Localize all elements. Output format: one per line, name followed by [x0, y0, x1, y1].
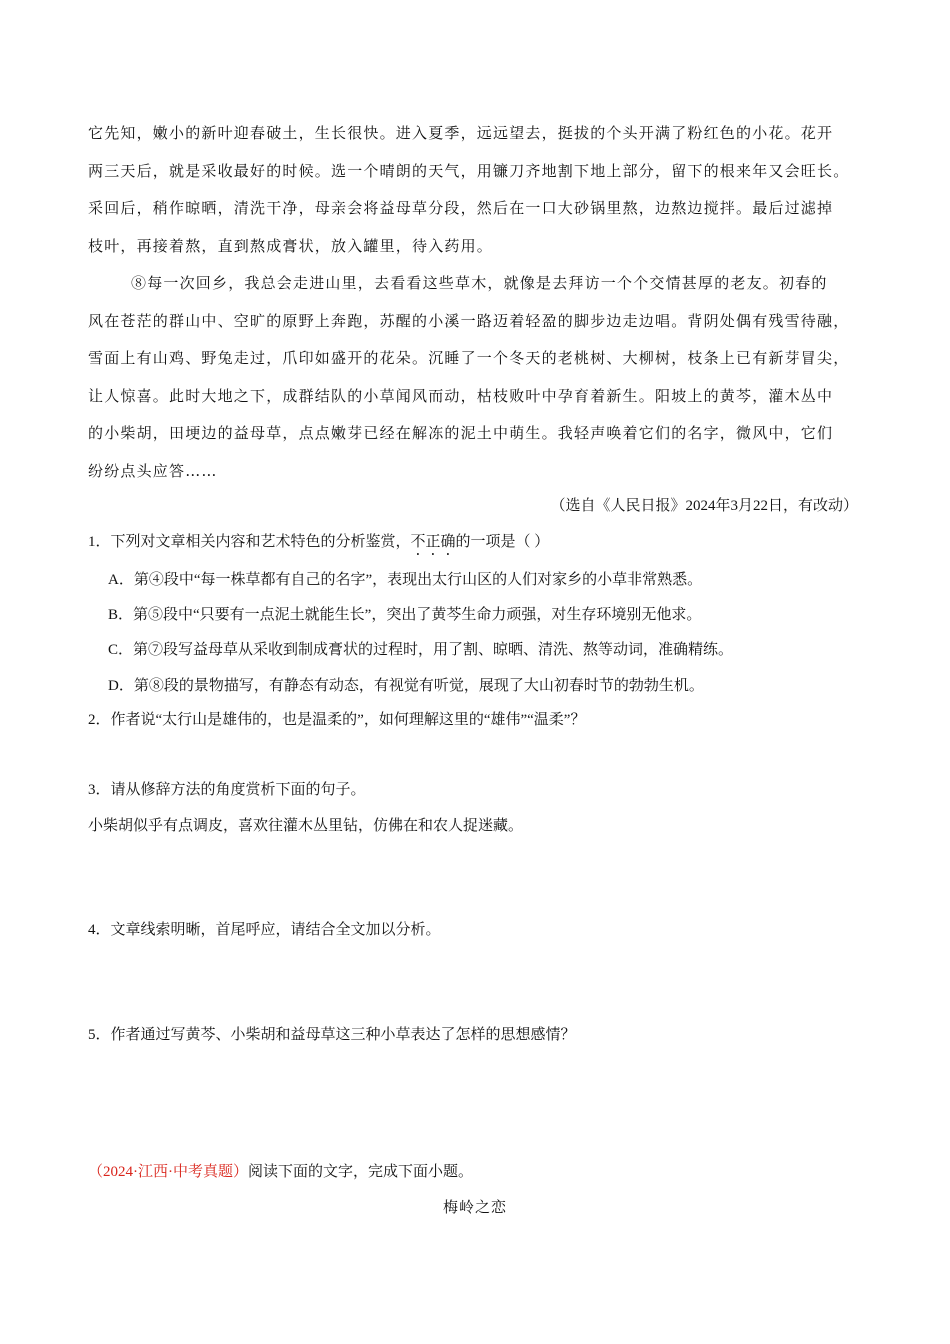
- exam-source-tag: （2024·江西·中考真题）: [88, 1164, 248, 1180]
- question-2: 2．作者说“太行山是雄伟的，也是温柔的”，如何理解这里的“雄伟”“温柔”？: [88, 712, 586, 728]
- source-citation: （选自《人民日报》2024年3月22日，有改动）: [550, 498, 858, 514]
- next-section-header: [88, 1160, 473, 1181]
- question-3: 3．请从修辞方法的角度赏析下面的句子。: [88, 782, 366, 798]
- paragraph-line: 风在苍茫的群山中、空旷的原野上奔跑，苏醒的小溪一路迈着轻盈的脚步边走边唱。背阴处偶有残雪待融，: [88, 311, 850, 330]
- paragraph-line: 的小柴胡，田埂边的益母草，点点嫩芽已经在解冻的泥土中萌生。我轻声唤着它们的名字，微风中，它们: [88, 424, 834, 443]
- paragraph-line: ⑧每一次回乡，我总会走进山里，去看看这些草木，就像是去拜访一个个交情甚厚的老友。初春的: [131, 274, 828, 292]
- section-instruction: 阅读下面的文字，完成下面小题。: [248, 1164, 474, 1180]
- paragraph-line: 纷纷点头应答……: [88, 461, 218, 480]
- question-1-option-a: A．第④段中“每一株草都有自己的名字”，表现出太行山区的人们对家乡的小草非常熟悉。: [108, 572, 703, 588]
- question-1-option-b: B．第⑤段中“只要有一点泥土就能生长”，突出了黄芩生命力顽强，对生存环境别无他求。: [108, 607, 702, 623]
- paragraph-line: 让人惊喜。此时大地之下，成群结队的小草闻风而动，枯枝败叶中孕育着新生。阳坡上的黄芩，灌木丛中: [88, 386, 834, 405]
- paragraph-line: 采回后，稍作晾晒，清洗干净，母亲会将益母草分段，然后在一口大砂锅里熬，边熬边搅拌。最后过滤掉: [88, 199, 834, 218]
- paragraph-7: [88, 115, 863, 265]
- paragraph-line: 两三天后，就是采收最好的时候。选一个晴朗的天气，用镰刀齐地割下地上部分，留下的根来年又会旺长。: [88, 161, 850, 180]
- question-1-prefix: 1．下列对文章相关内容和艺术特色的分析鉴赏，: [88, 534, 411, 550]
- question-5: 5．作者通过写黄芩、小柴胡和益母草这三种小草表达了怎样的思想感情？: [88, 1027, 576, 1043]
- question-4: 4．文章线索明晰，首尾呼应，请结合全文加以分析。: [88, 922, 441, 938]
- passage-title: 梅岭之恋: [442, 1198, 507, 1216]
- paragraph-line: 枝叶，再接着熬，直到熬成膏状，放入罐里，待入药用。: [88, 236, 494, 255]
- question-1: [88, 530, 549, 559]
- question-1-emphasis: 不正确: [410, 534, 456, 550]
- paragraph-line: 雪面上有山鸡、野兔走过，爪印如盛开的花朵。沉睡了一个冬天的老桃树、大柳树，枝条上已有新芽冒尖，: [88, 349, 850, 368]
- question-1-option-c: C．第⑦段写益母草从采收到制成膏状的过程时，用了割、晾晒、清洗、熬等动词，准确精练。: [108, 642, 734, 658]
- question-1-option-d: D．第⑧段的景物描写，有静态有动态，有视觉有听觉，展现了大山初春时节的勃勃生机。: [108, 678, 704, 694]
- paragraph-line: 它先知，嫩小的新叶迎春破土，生长很快。进入夏季，远远望去，挺拔的个头开满了粉红色的小花。花开: [88, 124, 834, 142]
- paragraph-8: [88, 265, 863, 491]
- question-1-suffix: 的一项是（ ）: [455, 534, 550, 550]
- question-3-sentence: 小柴胡似乎有点调皮，喜欢往灌木丛里钻，仿佛在和农人捉迷藏。: [88, 818, 524, 834]
